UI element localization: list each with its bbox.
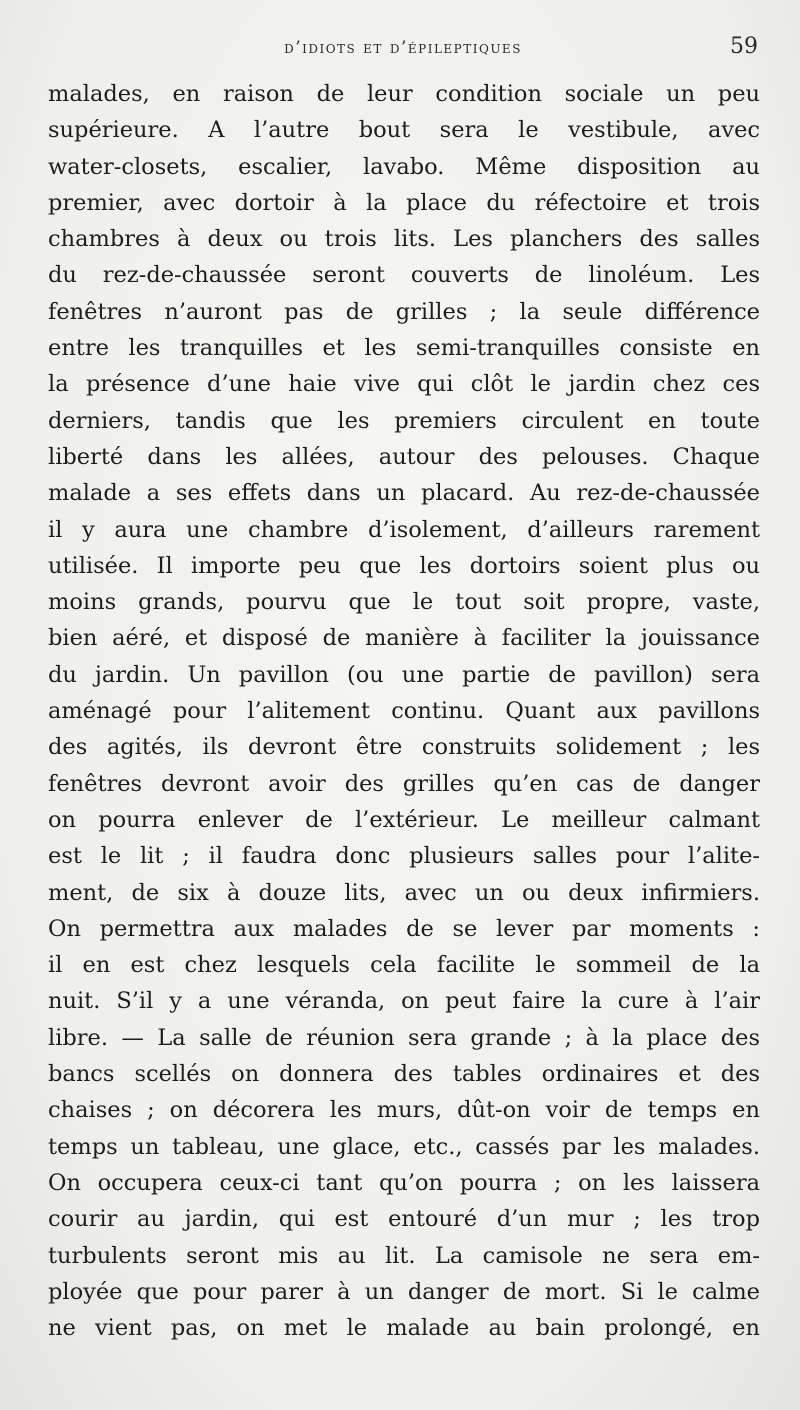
running-title: d’idiots et d’épileptiques <box>284 38 522 58</box>
text-line: bancs scellés on donnera des tables ordinaires et des <box>48 1061 760 1088</box>
text-line: aménagé pour l’alitement continu. Quant aux pavillons <box>48 698 760 725</box>
text-line: ment, de six à douze lits, avec un ou deux infirmiers. <box>48 879 760 906</box>
text-line: du jardin. Un pavillon (ou une partie de pavillon) sera <box>48 661 760 688</box>
text-line: courir au jardin, qui est entouré d’un mur ; les trop <box>48 1206 760 1233</box>
text-line: fenêtres n’auront pas de grilles ; la seule différence <box>48 298 760 325</box>
page-header <box>48 32 758 72</box>
text-line: il y aura une chambre d’isolement, d’ailleurs rarement <box>48 516 760 543</box>
page-number: 59 <box>730 34 758 59</box>
text-line: liberté dans les allées, autour des pelouses. Chaque <box>48 443 760 470</box>
text-line: supérieure. A l’autre bout sera le vestibule, avec <box>48 117 760 144</box>
text-line: chambres à deux ou trois lits. Les planchers des salles <box>48 226 760 253</box>
text-line: turbulents seront mis au lit. La camisole ne sera em- <box>48 1242 760 1269</box>
text-line: On occupera ceux-ci tant qu’on pourra ; on les laissera <box>48 1169 760 1196</box>
text-line: ployée que pour parer à un danger de mort. Si le calme <box>48 1278 760 1305</box>
text-line: ne vient pas, on met le malade au bain prolongé, en <box>48 1315 760 1342</box>
text-line: libre. — La salle de réunion sera grande ; à la place des <box>48 1024 760 1051</box>
text-line: bien aéré, et disposé de manière à faciliter la jouissance <box>48 625 760 652</box>
text-line: malades, en raison de leur condition sociale un peu <box>48 81 760 107</box>
body-text <box>48 76 760 1346</box>
text-line: la présence d’une haie vive qui clôt le jardin chez ces <box>48 371 760 398</box>
text-line: du rez-de-chaussée seront couverts de linoléum. Les <box>48 262 760 289</box>
text-line: temps un tableau, une glace, etc., cassés par les malades. <box>48 1133 760 1160</box>
text-line: chaises ; on décorera les murs, dût-on voir de temps en <box>48 1097 760 1124</box>
text-line: moins grands, pourvu que le tout soit propre, vaste, <box>48 589 760 616</box>
text-line: des agités, ils devront être construits solidement ; les <box>48 734 760 761</box>
text-line: utilisée. Il importe peu que les dortoirs soient plus ou <box>48 552 760 579</box>
text-line: nuit. S’il y a une véranda, on peut faire la cure à l’air <box>48 988 760 1015</box>
text-line: On permettra aux malades de se lever par moments : <box>48 915 760 942</box>
text-line: est le lit ; il faudra donc plusieurs salles pour l’alite- <box>48 843 760 870</box>
text-line: entre les tranquilles et les semi-tranquilles consiste en <box>48 335 760 362</box>
text-line: fenêtres devront avoir des grilles qu’en cas de danger <box>48 770 760 797</box>
text-line: il en est chez lesquels cela facilite le sommeil de la <box>48 952 760 979</box>
text-line: derniers, tandis que les premiers circulent en toute <box>48 407 760 434</box>
text-line: premier, avec dortoir à la place du réfectoire et trois <box>48 189 760 216</box>
text-line: water-closets, escalier, lavabo. Même disposition au <box>48 153 760 180</box>
text-line: malade a ses effets dans un placard. Au rez-de-chaussée <box>48 480 760 507</box>
text-line: on pourra enlever de l’extérieur. Le meilleur calmant <box>48 806 760 833</box>
